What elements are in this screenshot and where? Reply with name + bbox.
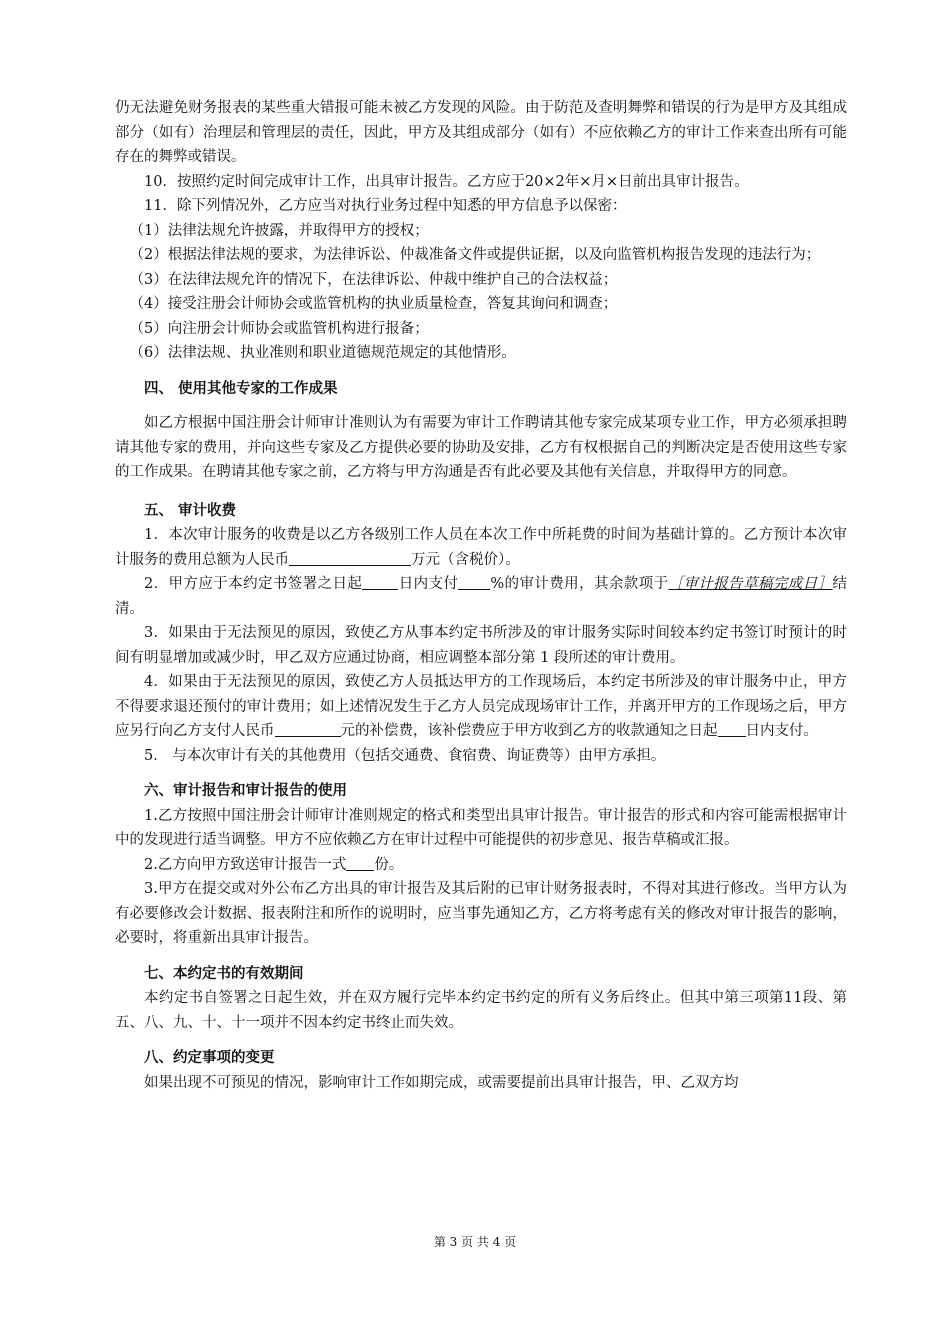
page-footer: 第 3 页 共 4 页	[433, 1235, 517, 1249]
paragraph-continued: 仍无法避免财务报表的某些重大错报可能未被乙方发现的风险。由于防范及查明舞弊和错误的行为是甲方及其组成部分（如有）治理层和管理层的责任，因此，甲方及其组成部分（如有）不应依赖乙方的审计工作来查出所有可能存在的舞弊或错误。	[115, 100, 847, 165]
report-clause-3: 3.甲方在提交或对外公布乙方出具的审计报告及其后附的已审计财务报表时，不得对其进行修改。当甲方认为有必要修改会计数据、报表附注和所作的说明时，应当事先通知乙方，乙方将考虑有关的修改对审计报告的影响，必要时，将重新出具审计报告。	[115, 881, 847, 946]
fee-clause-3: 3．如果由于无法预见的原因，致使乙方从事本约定书所涉及的审计服务实际时间较本约定书签订时预计的时间有明显增加或减少时，甲乙双方应通过协商，相应调整本部分第 1 段所述的审计费用。	[115, 625, 847, 666]
list-item: （5）向注册会计师协会或监管机构进行报备；	[129, 320, 429, 337]
amount-blank[interactable]	[289, 550, 411, 566]
days-blank[interactable]	[362, 574, 398, 590]
changes-paragraph: 如果出现不可预见的情况，影响审计工作如期完成，或需要提前出具审计报告，甲、乙双方均	[144, 1074, 739, 1091]
section-heading-7: 七、本约定书的有效期间	[144, 965, 304, 982]
section-heading-6: 六、审计报告和审计报告的使用	[144, 783, 347, 799]
fee-clause-5: 5． 与本次审计有关的其他费用（包括交通费、食宿费、询证费等）由甲方承担。	[144, 747, 666, 764]
report-clause-1: 1.乙方按照中国注册会计师审计准则规定的格式和类型出具审计报告。审计报告的形式和内容可能需根据审计中的发现进行适当调整。甲方不应依赖乙方在审计过程中可能提供的初步意见、报告草稿或汇报。	[115, 807, 847, 848]
section-heading-4: 四、 使用其他专家的工作成果	[144, 380, 338, 397]
compensation-blank[interactable]	[275, 721, 341, 737]
section-4-paragraph: 如乙方根据中国注册会计师审计准则认为有需要为审计工作聘请其他专家完成某项专业工作，甲方必须承担聘请其他专家的费用，并向这些专家及乙方提供必要的协助及安排，乙方有权根据自己的判断决定是否使用这些专家的工作成果。在聘请其他专家之前，乙方将与甲方沟通是否有此必要及其他有关信息，并取得甲方的同意。	[115, 415, 847, 480]
list-item: （4）接受注册会计师协会或监管机构的执业质量检查，答复其询问和调查；	[129, 296, 618, 312]
days-blank[interactable]	[718, 721, 746, 737]
validity-paragraph: 本约定书自签署之日起生效，并在双方履行完毕本约定书约定的所有义务后终止。但其中第三项第11段、第五、八、九、十、十一项并不因本约定书终止而失效。	[115, 990, 847, 1031]
list-item: （3）在法律法规允许的情况下，在法律诉讼、仲裁中维护自己的合法权益；	[129, 271, 618, 288]
placeholder-date: ［审计报告草稿完成日］	[668, 576, 833, 592]
clause-11: 11．除下列情况外，乙方应当对执行业务过程中知悉的甲方信息予以保密：	[144, 198, 627, 214]
clause-10: 10．按照约定时间完成审计工作，出具审计报告。乙方应于20×2年×月×日前出具审计报告。	[144, 173, 749, 190]
report-clause-2: 2.乙方向甲方致送审计报告一式 份。	[144, 856, 404, 873]
fee-clause-4: 4．如果由于无法预见的原因，致使乙方人员抵达甲方的工作现场后，本约定书所涉及的审计服务中止，甲方不得要求退还预付的审计费用；如上述情况发生于乙方人员完成现场审计工作，并离开甲方的工作现场之后，甲方应另行向乙方支付人民币 元的补偿费，该补偿费应于甲方收到乙方的收款通知之日起 日内支付。	[115, 674, 847, 739]
section-heading-5: 五、 审计收费	[144, 502, 237, 519]
list-item: （1）法律法规允许披露，并取得甲方的授权；	[129, 222, 429, 239]
fee-clause-2: 2．甲方应于本约定书签署之日起 日内支付 %的审计费用，其余款项于［审计报告草稿完成日］结清。	[115, 576, 848, 617]
copies-blank[interactable]	[346, 855, 374, 871]
list-item: （2）根据法律法规的要求，为法律诉讼、仲裁准备文件或提供证据，以及向监管机构报告发现的违法行为；	[129, 247, 821, 263]
document-body	[115, 96, 847, 1095]
list-item: （6）法律法规、执业准则和职业道德规范规定的其他情形。	[129, 345, 516, 361]
section-heading-8: 八、约定事项的变更	[144, 1050, 275, 1066]
fee-clause-1: 1．本次审计服务的收费是以乙方各级别工作人员在本次工作中所耗费的时间为基础计算的。乙方预计本次审计服务的费用总额为人民币 万元（含税价）。	[115, 527, 847, 568]
percent-blank[interactable]	[458, 574, 490, 590]
